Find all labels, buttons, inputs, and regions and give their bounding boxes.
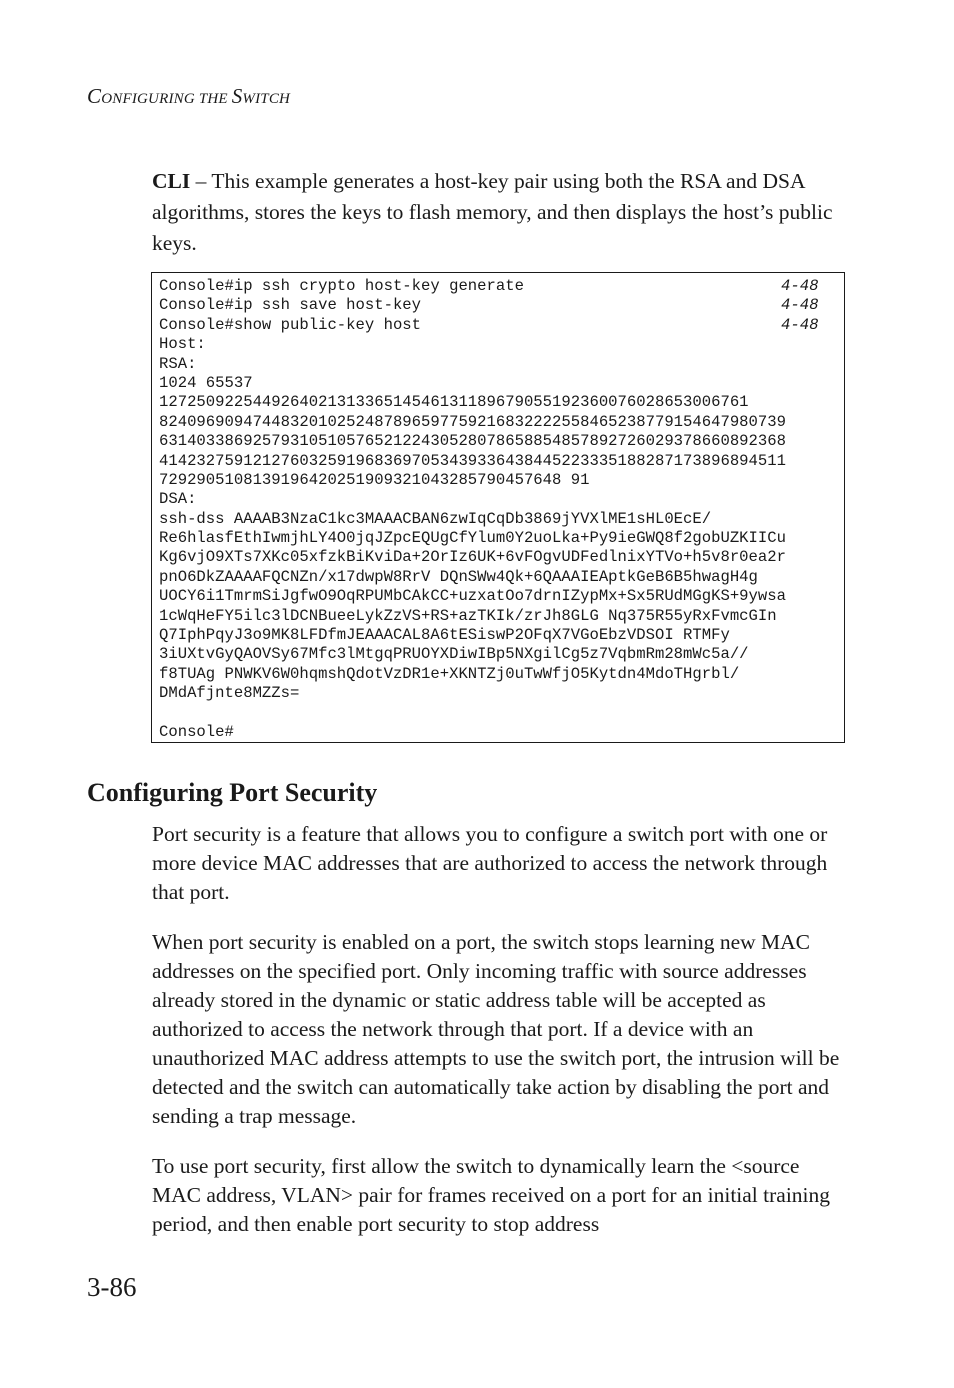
paragraph-3: To use port security, first allow the switch to dynamically learn the <source MAC address, VLAN> pair for frames received on a port for an initial training period, and then enable port security to stop address [152,1154,831,1236]
code-line-text: 1024 65537 [159,373,253,392]
code-line [159,626,839,645]
code-line-text: Console#ip ssh save host-key [159,296,422,315]
section-title: Configuring Port Security [87,778,378,807]
code-line-text: 1cWqHeFY5ilc3lDCNBueeLykZzVS+RS+azTKIk/zrJh8GLG Nq375R55yRxFvmcGIn [159,606,777,625]
code-line [159,374,839,393]
running-header [87,84,290,109]
code-line-text: Console#show public-key host [159,315,422,334]
code-line-text: Q7IphPqyJ3o9MK8LFDfmJEAAACAL8A6tESiswP2OFqX7VGoEbzVDSOI RTMFy [159,626,730,645]
code-line [159,607,839,626]
code-line-text: 8240969094744832010252487896597759216832222558465238779154647980739 [159,412,786,431]
code-line-text: UOCY6i1TmrmSiJgfwO9OqRPUMbCAkCC+uzxatOo7drnIZypMx+Sx5RUdMGgKS+9ywsa [159,587,786,606]
code-line [159,684,839,703]
code-line [159,723,839,742]
header-smallcaps-1: ONFIGURING THE [101,91,232,107]
code-line [159,510,839,529]
header-initial-1: C [87,84,102,108]
page-number: 3-86 [87,1272,137,1302]
code-line-text: 3iUXtvGyQAOVSy67Mfc3lMtgqPRUOYXDiwIBp5NXgilCg5z7VqbmRm28mWc5a// [159,645,749,664]
code-line-text: pnO6DkZAAAAFQCNZn/x17dwpW8RrV DQnSWw4Qk+6QAAAIEAptkGeB6B5hwagH4g [159,567,758,586]
code-line [159,548,839,567]
cli-label: CLI [152,169,191,193]
code-line-text: 7292905108139196420251909321043285790457648 91 [159,470,590,489]
code-line-text: Kg6vjO9XTs7XKc05xfzkBiKviDa+2OrIz6UK+6vFOgvUDFedlnixYTVo+h5v8r0ea2r [159,548,786,567]
code-line-text: Host: [159,335,206,354]
code-line [159,452,839,471]
paragraph-1: Port security is a feature that allows you to configure a switch port with one or more device MAC addresses that are authorized to access the network through that port. [152,822,828,904]
code-line-text: DMdAfjnte8MZZs= [159,684,300,703]
code-line [159,490,839,509]
code-line [159,316,839,335]
code-line [159,704,839,723]
code-line [159,355,839,374]
code-line-text: DSA: [159,490,197,509]
command-page-reference: 4-48 [781,277,819,295]
code-line [159,645,839,664]
cli-intro-paragraph [152,166,842,259]
code-line-text: Re6hlasfEthIwmjhLY4O0jqJZpcEQUgCfYlum0Y2uoLka+Py9ieGWQ8f2gobUZKIICu [159,529,786,548]
code-line-text: RSA: [159,354,197,373]
code-line-text: f8TUAg PNWKV6W0hqmshQdotVzDR1e+XKNTZj0uTwWfjO5Kytdn4MdoTHgrbl/ [159,664,740,683]
code-line-text: 4142327591212760325919683697053439336438445223335188287173896894511 [159,451,786,470]
code-line [159,665,839,684]
code-line [159,277,839,296]
code-line [159,335,839,354]
header-smallcaps-2: WITCH [242,91,291,107]
code-line-text: 6314033869257931051057652122430528078658854857892726029378660892368 [159,432,786,451]
code-line-text: Console# [159,722,234,741]
cli-intro-text: – This example generates a host-key pair using both the RSA and DSA algorithms, stores the keys to flash memory, and then displays the host’s public keys. [152,169,833,255]
header-initial-2: S [231,84,243,108]
code-line [159,529,839,548]
code-line-text: Console#ip ssh crypto host-key generate [159,277,524,295]
code-lines [159,277,839,742]
code-line-text: 127250922544926402131336514546131189679055192360076028653006761 [159,393,749,412]
paragraph-2: When port security is enabled on a port, the switch stops learning new MAC addresses on the specified port. Only incoming traffic with source addresses already stored in the dynamic or static address table will be accepted as authorized to access the network through that port. If a device with an unauthorized MAC address attempts to use the switch port, the intrusion will be detected and the switch can automatically take action by disabling the port and sending a trap message. [152,930,840,1128]
code-line [159,432,839,451]
code-line-text: ssh-dss AAAAB3NzaC1kc3MAAACBAN6zwIqCqDb3869jYVXlME1sHL0EcE/ [159,509,712,528]
code-line [159,587,839,606]
command-page-reference: 4-48 [781,296,819,315]
code-line [159,413,839,432]
code-line [159,393,839,412]
code-line [159,568,839,587]
code-line [159,471,839,490]
code-line [159,296,839,315]
command-page-reference: 4-48 [781,315,819,334]
cli-example-box [151,272,845,743]
